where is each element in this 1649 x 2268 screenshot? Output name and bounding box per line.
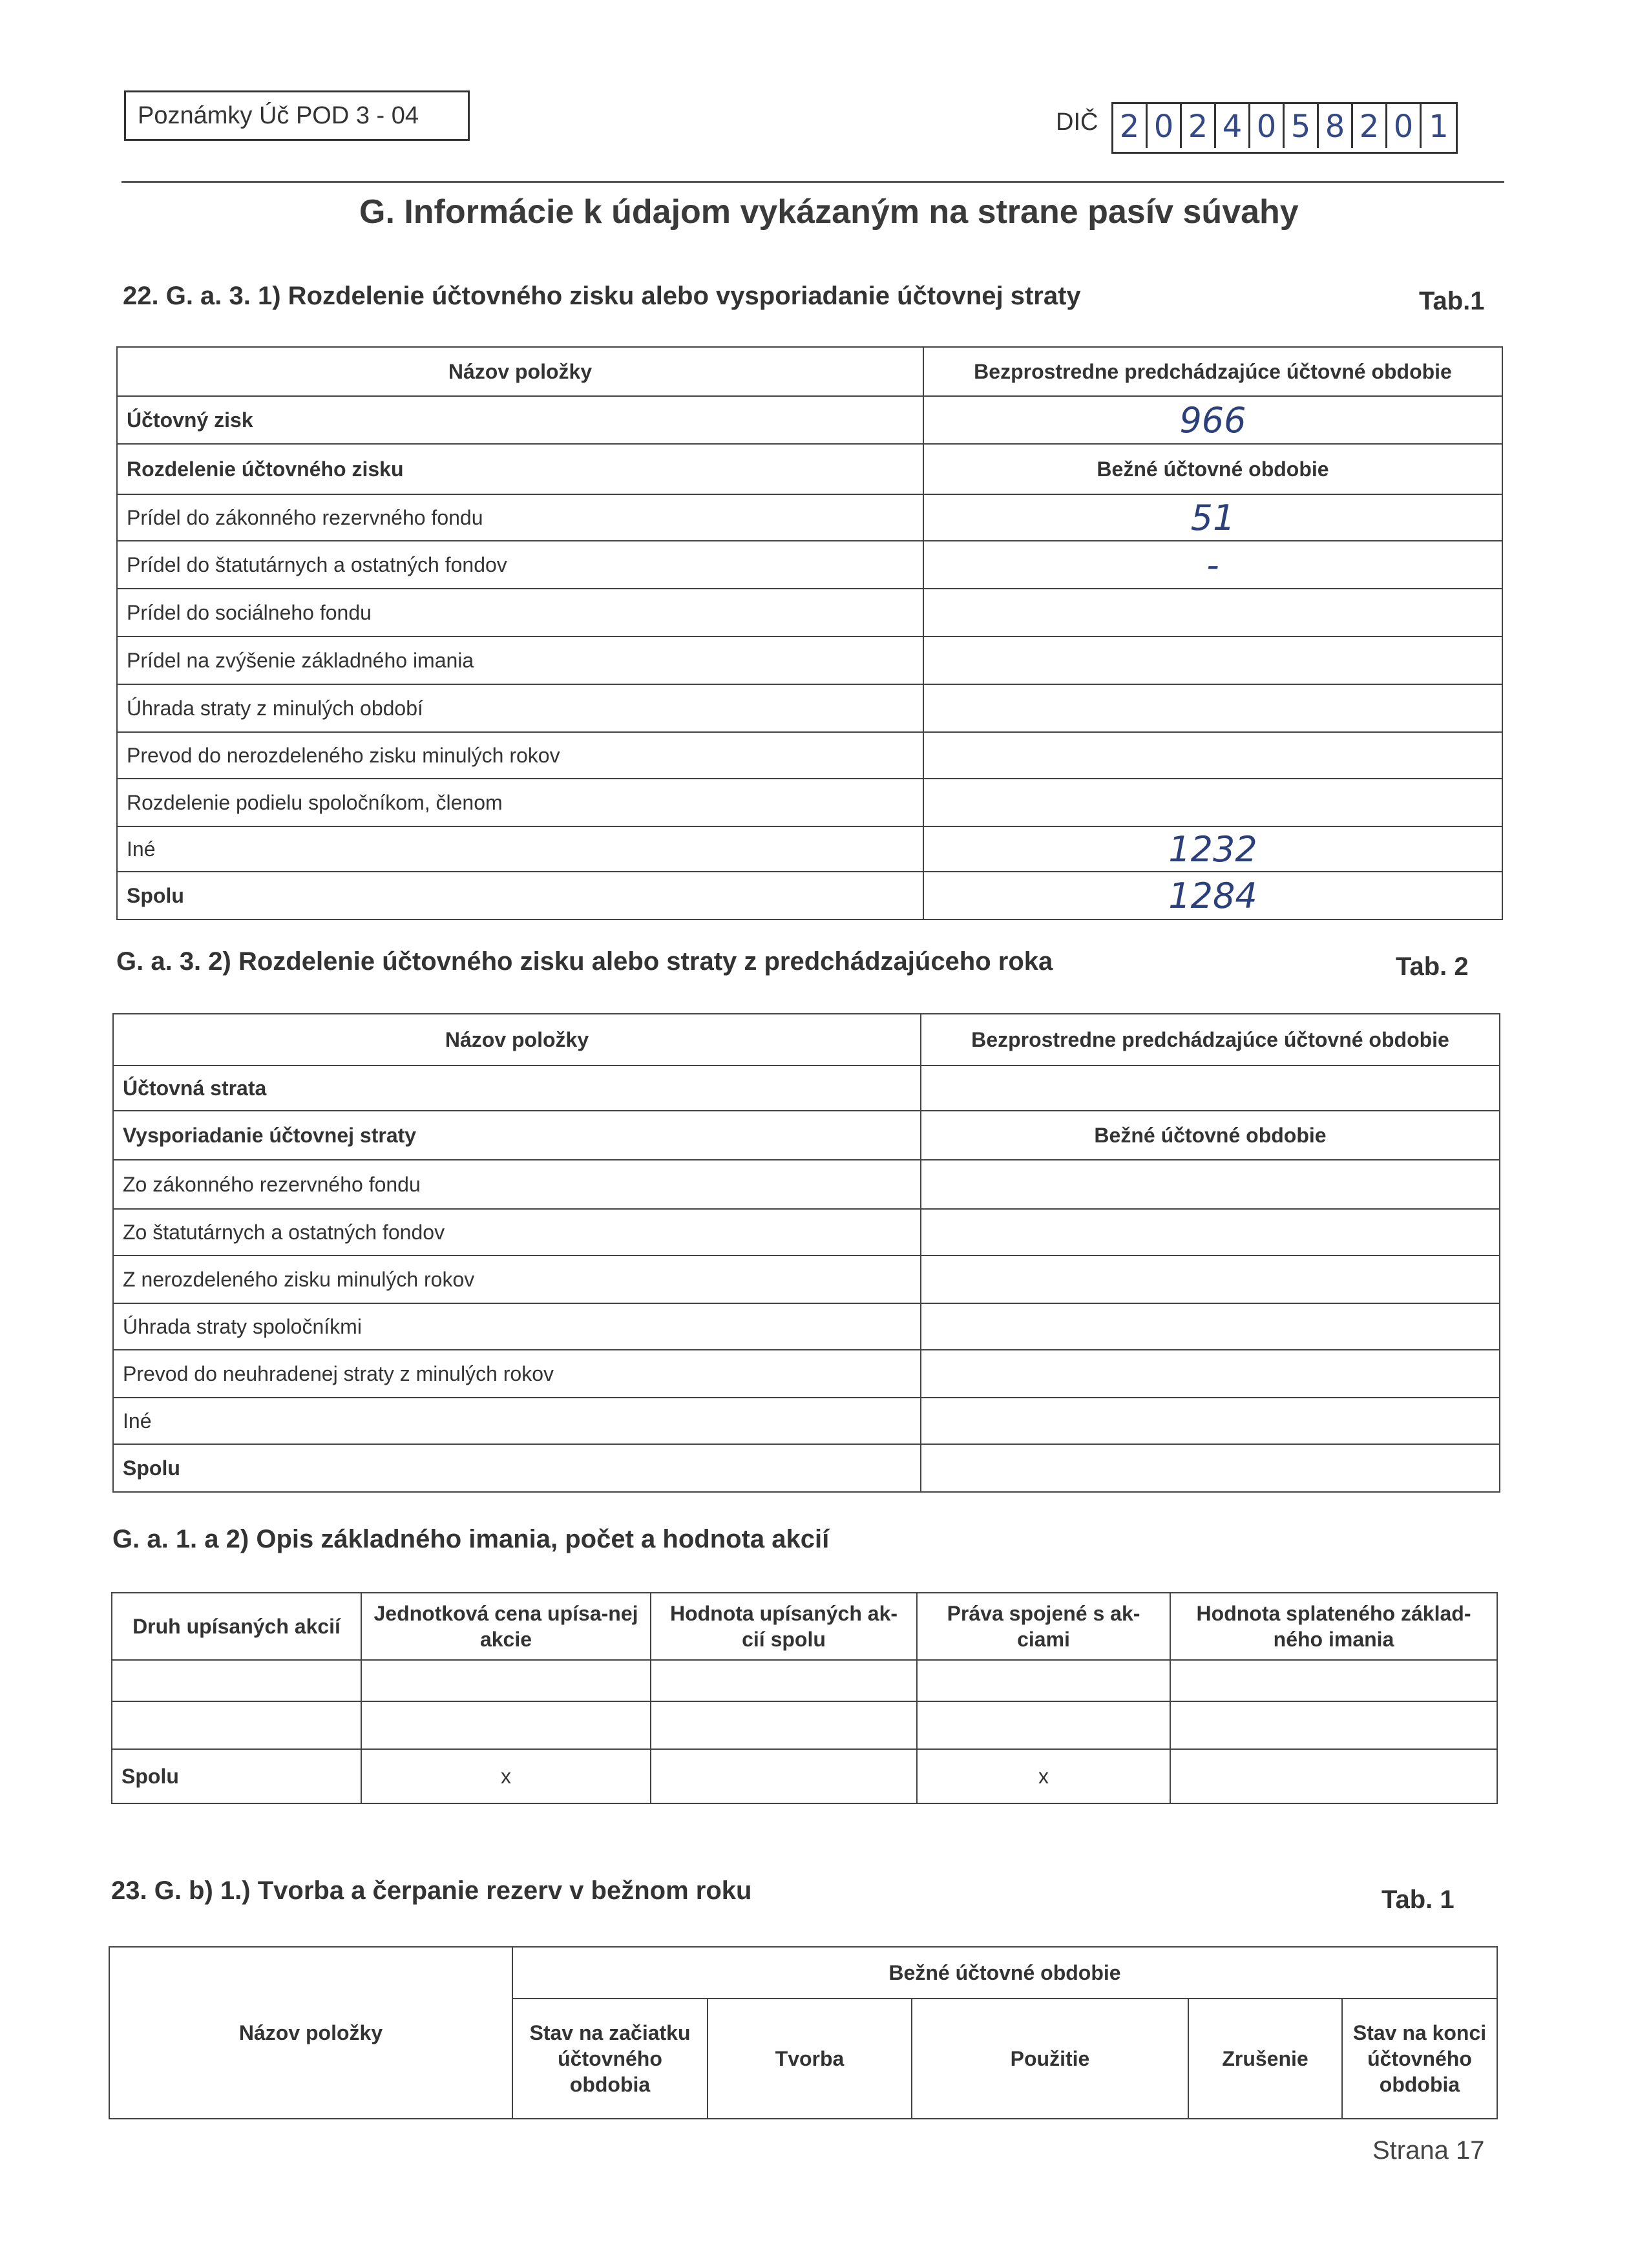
total-label: Spolu <box>113 1444 921 1492</box>
dic-digit: 2 <box>1182 104 1216 148</box>
table-cell <box>917 1660 1170 1701</box>
total-label: Spolu <box>117 872 923 919</box>
table-row-label: Prídel do štatutárnych a ostatných fondov <box>117 541 923 589</box>
col-prev-period-header: Bezprostredne predchádzajúce účtovné obdobie <box>923 347 1502 396</box>
total-label: Spolu <box>112 1749 361 1803</box>
table-cell <box>651 1749 917 1803</box>
table-row-label: Zo zákonného rezervného fondu <box>113 1160 921 1209</box>
page-number: Strana 17 <box>1372 2136 1485 2165</box>
table-row-value: - <box>923 541 1502 589</box>
table-row-label: Úhrada straty spoločníkmi <box>113 1303 921 1350</box>
table-row-value <box>921 1350 1500 1398</box>
table-row-label: Zo štatutárnych a ostatných fondov <box>113 1209 921 1255</box>
table-cell <box>112 1660 361 1701</box>
col-closing-balance: Stav na konci účtovného obdobia <box>1342 1999 1497 2119</box>
col-name-header: Názov položky <box>109 1947 512 2119</box>
table-row-label: Rozdelenie podielu spoločníkom, členom <box>117 779 923 826</box>
table-row-value <box>923 779 1502 826</box>
table-row-label: Prídel na zvýšenie základného imania <box>117 636 923 684</box>
col-current-period-header: Bežné účtovné obdobie <box>923 444 1502 494</box>
table-cell <box>651 1701 917 1749</box>
table-row-label: Z nerozdeleného zisku minulých rokov <box>113 1255 921 1303</box>
dic-number <box>1111 102 1458 154</box>
col-opening-balance: Stav na začiatku účtovného obdobia <box>512 1999 708 2119</box>
col-creation: Tvorba <box>708 1999 912 2119</box>
table-row-value <box>921 1160 1500 1209</box>
page-title: G. Informácie k údajom vykázaným na strane pasív súvahy <box>359 193 1299 231</box>
table-row-value: 1232 <box>923 826 1502 872</box>
col-usage: Použitie <box>912 1999 1188 2119</box>
reserves-table <box>109 1946 1498 2119</box>
dic-digit: 2 <box>1113 104 1148 148</box>
col-name-header: Názov položky <box>117 347 923 396</box>
table-cell <box>1170 1701 1497 1749</box>
table-cell <box>361 1660 651 1701</box>
col-name-header: Názov položky <box>113 1014 921 1066</box>
dic-digit: 0 <box>1148 104 1182 148</box>
col-share-rights: Práva spojené s ak-ciami <box>917 1593 1170 1660</box>
table-row-label: Iné <box>117 826 923 872</box>
table-row-value: 51 <box>923 494 1502 541</box>
total-mark: x <box>917 1749 1170 1803</box>
section3-heading: G. a. 1. a 2) Opis základného imania, počet a hodnota akcií <box>112 1525 830 1553</box>
total-value <box>921 1444 1500 1492</box>
table-cell <box>361 1701 651 1749</box>
col-unit-price: Jednotková cena upísa-nej akcie <box>361 1593 651 1660</box>
header-divider <box>121 181 1504 183</box>
table-row-label: Prevod do neuhradenej straty z minulých rokov <box>113 1350 921 1398</box>
col-paid-capital: Hodnota splateného základ-ného imania <box>1170 1593 1497 1660</box>
dic-digit: 0 <box>1250 104 1285 148</box>
dic-digit: 5 <box>1285 104 1319 148</box>
col-share-type: Druh upísaných akcií <box>112 1593 361 1660</box>
dic-label: DIČ <box>1056 109 1098 136</box>
table-row-value <box>921 1398 1500 1444</box>
loss-label: Účtovná strata <box>113 1066 921 1111</box>
table-row-label: Prídel do zákonného rezervného fondu <box>117 494 923 541</box>
section1-heading: 22. G. a. 3. 1) Rozdelenie účtovného zisku alebo vysporiadanie účtovnej straty <box>123 282 1081 310</box>
table-row-label: Iné <box>113 1398 921 1444</box>
dic-digit: 0 <box>1387 104 1422 148</box>
col-cancellation: Zrušenie <box>1188 1999 1342 2119</box>
table-row-value <box>923 636 1502 684</box>
table-row-value <box>921 1303 1500 1350</box>
col-prev-period-header: Bezprostredne predchádzajúce účtovné obdobie <box>921 1014 1500 1066</box>
dic-digit: 8 <box>1319 104 1353 148</box>
section2-heading: G. a. 3. 2) Rozdelenie účtovného zisku alebo straty z predchádzajúceho roka <box>116 947 1053 976</box>
loss-settlement-table <box>112 1013 1500 1493</box>
form-label: Poznámky Úč POD 3 - 04 <box>124 90 470 141</box>
table-cell <box>1170 1749 1497 1803</box>
dic-digit: 4 <box>1216 104 1250 148</box>
current-period-group-header: Bežné účtovné obdobie <box>512 1947 1497 1999</box>
settlement-label: Vysporiadanie účtovnej straty <box>113 1111 921 1160</box>
loss-value <box>921 1066 1500 1111</box>
table-cell <box>1170 1660 1497 1701</box>
col-total-value: Hodnota upísaných ak-cií spolu <box>651 1593 917 1660</box>
table-row-value <box>921 1209 1500 1255</box>
col-current-period-header: Bežné účtovné obdobie <box>921 1111 1500 1160</box>
table-row-value <box>923 589 1502 636</box>
total-mark: x <box>361 1749 651 1803</box>
table-row-value <box>923 684 1502 732</box>
total-value: 1284 <box>923 872 1502 919</box>
dic-digit: 1 <box>1429 109 1449 145</box>
section1-tab-label: Tab.1 <box>1419 287 1485 315</box>
section2-tab-label: Tab. 2 <box>1396 952 1469 981</box>
table-row-value <box>921 1255 1500 1303</box>
section4-tab-label: Tab. 1 <box>1381 1885 1455 1914</box>
section4-heading: 23. G. b) 1.) Tvorba a čerpanie rezerv v bežnom roku <box>111 1876 752 1905</box>
table-cell <box>112 1701 361 1749</box>
table-row-label: Úhrada straty z minulých období <box>117 684 923 732</box>
table-cell <box>917 1701 1170 1749</box>
table-row-value <box>923 732 1502 779</box>
table-cell <box>651 1660 917 1701</box>
profit-label: Účtovný zisk <box>117 396 923 444</box>
distribution-label: Rozdelenie účtovného zisku <box>117 444 923 494</box>
dic-digit: 2 <box>1353 104 1387 148</box>
share-capital-table <box>111 1592 1498 1804</box>
profit-distribution-table <box>116 346 1503 920</box>
profit-value: 966 <box>923 396 1502 444</box>
table-row-label: Prevod do nerozdeleného zisku minulých rokov <box>117 732 923 779</box>
table-row-label: Prídel do sociálneho fondu <box>117 589 923 636</box>
